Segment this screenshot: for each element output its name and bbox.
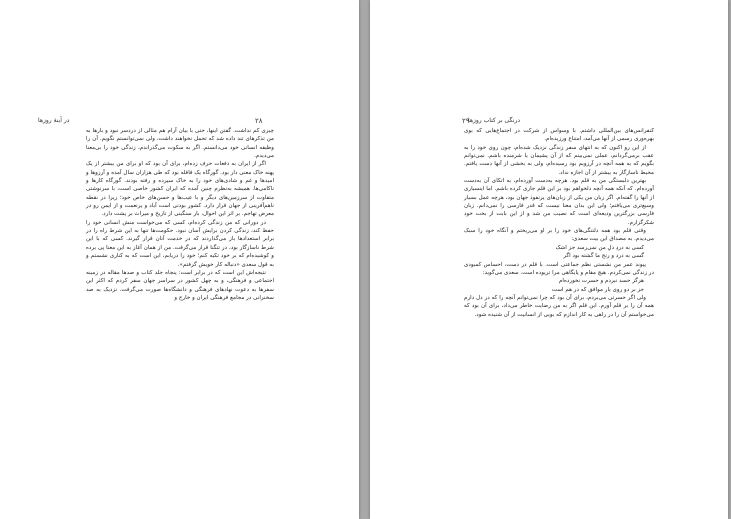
verse-line: گسی به درد و رنج ما گشته بود اگر — [563, 253, 644, 260]
left-paragraph-3: در دورانی که من زندگی کرده‌ام، کسی که می‌خواست منش انسانی خود را حفظ کند، زندگی کردن برایش آسان نبود. حکومت‌ها تنها به این شرط راه را در برابر استعدادها باز می‌گذاردند که در خدمت آنان قرار گیرند. کسی که با این شرط ناسازگار بود، در تنگنا قرار می‌گرفت. من از همان آغاز به این معنا پی برده و کوشیده‌ام که بر خود تکیه کنم؛ خود را دریابم، این است که به کناری نشستم و به قول سعدی «دنباله کار خویش گرفتم». — [86, 219, 274, 268]
right-page-running-title: درنگی بر کتاب روزها — [468, 117, 521, 124]
right-paragraph-2: از این رو اکنون که به انتهای سفر زندگی نزدیک شده‌ام، چون روی خود را به عقب برمی‌گردانم، عملی نمی‌بینم که از آن پشیمان یا شرمنده باشم. نمی‌توانم بگویم که به همه آنچه در آرزویم بود رسیده‌ام، ولی به بخشی از آنها دست یافتم. محیط ناسازگار به بیشتر از آن اجازه نداد. — [464, 144, 654, 176]
right-page-number: ۲۹ — [462, 117, 470, 125]
right-page-body — [464, 127, 654, 319]
left-page — [0, 0, 359, 519]
left-paragraph-1: چیزی کم نداشت. گفتن اینها، حتی با بیان آرام هم مثالی از دردسر نبود و بارها به من تذکرهای تند داده شد که تحمل نخواهند داشت، ولی نمی‌توانستم نگویم. آن را وظیفه انسانی خود می‌دانستم. اگر به سکوت می‌گذراندم، زندگی خود را بی‌معنا می‌دیدم. — [86, 128, 274, 160]
right-paragraph-3: بهترین دلبستگی من به قلم بود. هرچه به‌دست آورده‌ام، به اتکای آن به‌دست آورده‌ام. که آنکه همه آنچه دلخواهم بود بر این قلم جاری کرده باشم. اما اینسیاری از آنها را گفته‌ام. اگر زبان من یکی از زبان‌های پرنفوذ جهان بود، هرچه عمل بسیار وسیع‌تری می‌یافتم؛ ولی این بدان معنا نیست که قدر فارسی را نمی‌دانم. زبان فارسی بزرگترین ودیعه‌ای است که نصیب من شد و از این بابت از بخت خود شکرگزارم. — [464, 178, 654, 226]
right-paragraph-5: پیوند عمر من نشستی نظم جماعتی است. با قلم در دست، احساس کمبودی در زندگی نمی‌کردم. هیچ مقام و پایگاهی مرا تریوده است. سعدی می‌گوید: — [464, 261, 654, 276]
left-page-body — [86, 127, 274, 302]
right-paragraph-1: کنفرانس‌های بین‌المللی داشتم. با وسواس از شرکت در اجتماع‌هایی که بوی بهره‌وری رسمی از آنها می‌آمد، امتناع ورزیده‌ام. — [464, 128, 654, 143]
right-page — [370, 0, 728, 519]
verse-line: کسی به دردِ دلِ من نمی‌رسد جز اشک — [555, 244, 644, 251]
left-paragraph-4: نتیجه‌اش این است که در برابر است: پنجاه جلد کتاب و صدها مقاله در زمینه اجتماعی و فرهنگی، و به چهل کشور در سراسر جهان سفر کردم که اکثر این سفرها به دعوت نهادهای فرهنگی و دانشگاه‌ها صورت می‌گرفت. نزدیک به صد سخنرانی در مجامع فرهنگی ایران و خارج و — [86, 269, 274, 301]
verse-line: هرگز حسد نبردم و حسرت نخورده‌ام — [558, 278, 644, 285]
left-page-number: ۲۸ — [255, 117, 263, 125]
left-page-running-title: در آینۀ روزها — [38, 117, 70, 124]
verse-line: جز بر دو روی یار موافق که در هم است — [551, 286, 644, 293]
right-paragraph-6: ولی اگر حسرتی می‌بردم، برای آن بود که چرا نمی‌توانم آنچه را که در دل دارم همه آن را بر قلم آورم. این قلم اگر به من رضایت خاطر می‌داد، برای آن بود که می‌خواستم آن را در راهی به کار اندازم که بویی از انسانیت از آن شنیده شود. — [464, 294, 654, 318]
right-paragraph-4: وقتی قلم بود همه دلتنگی‌های خود را بر او می‌ریختم و آنگاه خود را سبک می‌دیدم. به مصداق این بیت سعدی: — [464, 228, 654, 243]
left-paragraph-2: اگر از ایران به دفعات حرف زده‌ام، برای آن بود که او برای من بیشتر از یک پهنه خاک معنی دار بود. گورگاه یک قافله بود که طی هزاران سال آمده و آرزوها و امیدها و غم و شادی‌های خود را به خاک سپرده و رفته بودند. گورگاه کارها و ناکامی‌ها. همیشه به‌نظرم چنین آمده که ایران کشور خاصی است، با سرنوشتی متفاوت از سرزمین‌های دیگر و با عیب‌ها و حسن‌های خاص خود؛ زیرا در نقطه ناهم‌آفرینی از جهان قرار دارد. کشور بودنی است آباد و پرنعمت و از ایمن رو در معرض تهاجم. بر اثر این احوال، بار سنگینی از تاریخ و میراث بر پشت دارد. — [86, 161, 274, 218]
